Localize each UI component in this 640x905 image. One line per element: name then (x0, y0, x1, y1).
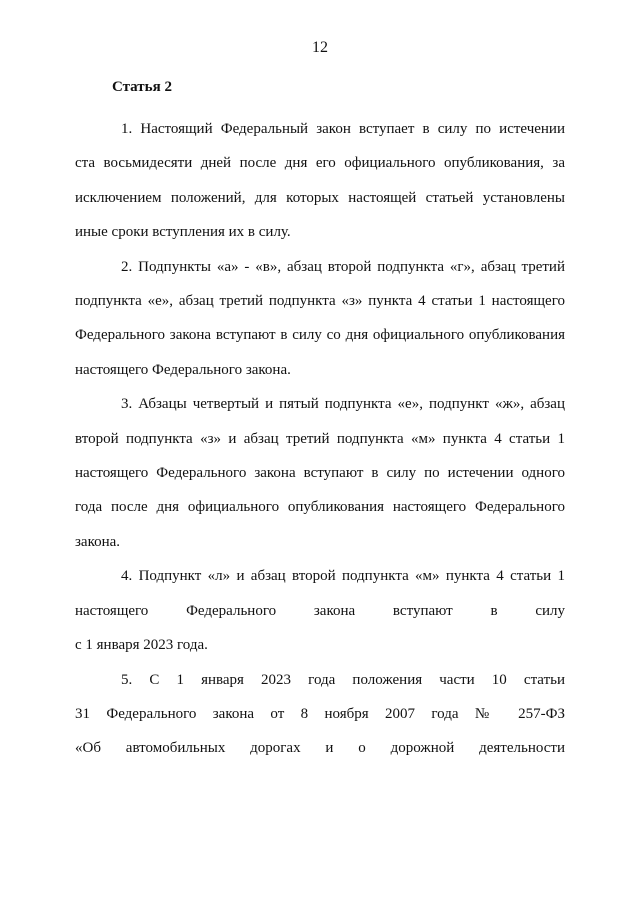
paragraph-line: настоящего Федерального закона. (75, 361, 291, 378)
paragraph-line: 4. Подпункт «л» и абзац второй подпункта «м» пункта 4 статьи 1 (121, 568, 565, 585)
paragraph-line: Федерального закона вступают в силу со дня официального опубликования (75, 327, 565, 344)
paragraph-line: с 1 января 2023 года. (75, 637, 208, 654)
paragraph-line: «Об автомобильных дорогах и о дорожной деятельности (75, 740, 565, 757)
paragraph-line: настоящего Федерального закона вступают в силу (75, 602, 565, 619)
paragraph-3 (75, 387, 565, 559)
paragraph-4 (75, 559, 565, 662)
page-number: 12 (312, 39, 328, 56)
article-heading: Статья 2 (112, 79, 172, 95)
paragraph-line: иные сроки вступления их в силу. (75, 224, 291, 241)
paragraph-line: подпункта «е», абзац третий подпункта «з» пункта 4 статьи 1 настоящего (75, 293, 565, 310)
paragraph-line: года после дня официального опубликования настоящего Федерального (75, 499, 565, 516)
paragraph-line: второй подпункта «з» и абзац третий подпункта «м» пункта 4 статьи 1 (75, 430, 565, 447)
paragraph-line: 31 Федерального закона от 8 ноября 2007 года № 257-ФЗ (75, 705, 565, 722)
paragraph-2 (75, 250, 565, 388)
paragraph-line: 1. Настоящий Федеральный закон вступает в силу по истечении (121, 121, 565, 137)
paragraph-line: ста восьмидесяти дней после дня его официального опубликования, за (75, 155, 565, 172)
paragraph-1 (75, 112, 565, 250)
paragraph-line: закона. (75, 533, 121, 550)
document-body (75, 112, 565, 766)
paragraph-line: 5. С 1 января 2023 года положения части 10 статьи (121, 671, 565, 688)
paragraph-5 (75, 663, 565, 766)
paragraph-line: 3. Абзацы четвертый и пятый подпункта «е», подпункт «ж», абзац (121, 396, 565, 413)
paragraph-line: исключением положений, для которых настоящей статьей установлены (75, 189, 565, 206)
paragraph-line: настоящего Федерального закона вступают в силу по истечении одного (75, 465, 565, 482)
paragraph-line: 2. Подпункты «а» - «в», абзац второй подпункта «г», абзац третий (121, 258, 565, 275)
